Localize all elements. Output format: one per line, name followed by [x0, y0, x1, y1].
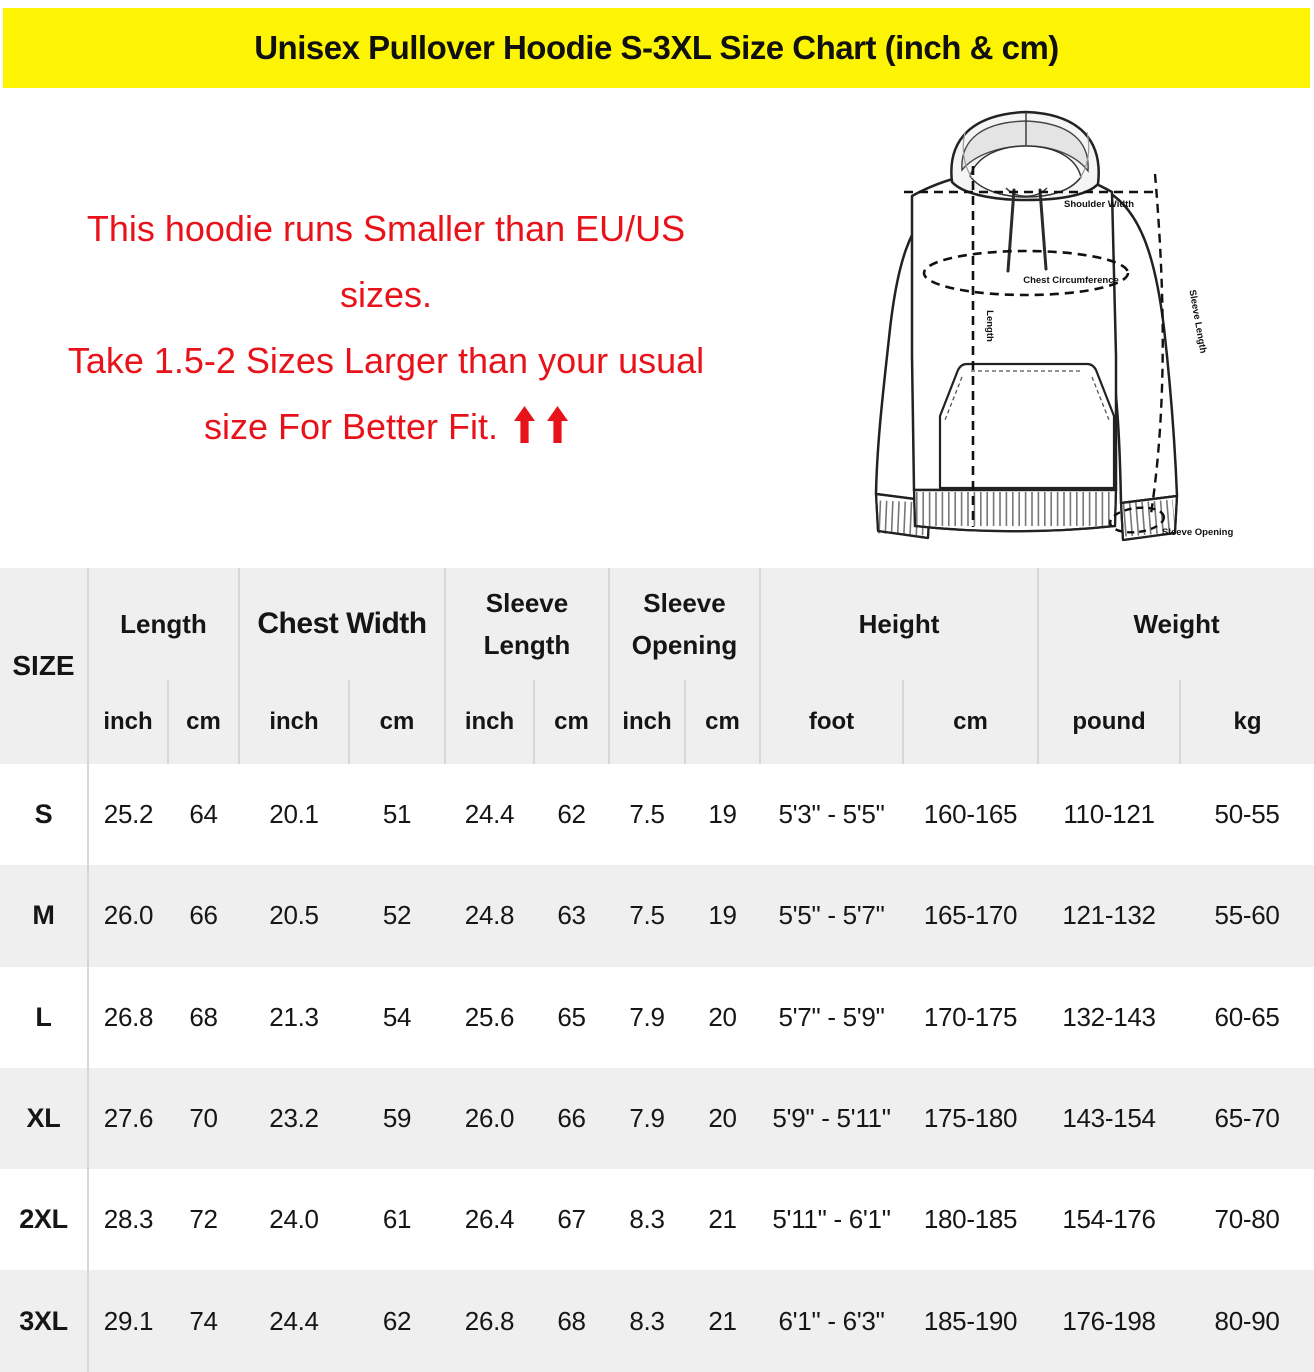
- sizing-notice: [0, 196, 772, 460]
- value-cell: 6'1" - 6'3": [778, 1305, 885, 1336]
- sub-header: inch: [88, 680, 168, 764]
- sub-header: cm: [168, 680, 239, 764]
- value-cell: 24.4: [269, 1305, 319, 1336]
- value-cell: 24.4: [464, 799, 515, 830]
- value-cell: 8.3: [629, 1305, 665, 1336]
- value-cell: 26.0: [464, 1103, 515, 1134]
- length-label: Length: [984, 310, 995, 342]
- sub-header: inch: [445, 680, 534, 764]
- value-cell: 27.6: [88, 1068, 168, 1169]
- size-cell: 2XL: [19, 1204, 68, 1235]
- value-cell: 52: [382, 900, 412, 931]
- group-header-height: Height: [760, 568, 1038, 680]
- size-cell: L: [35, 1001, 52, 1032]
- value-cell: 54: [382, 1001, 412, 1032]
- value-cell: 70: [189, 1103, 218, 1134]
- size-cell: 3XL: [19, 1305, 68, 1336]
- notice-line-2: sizes.: [339, 274, 433, 315]
- value-cell: 176-198: [1062, 1305, 1156, 1336]
- title-banner: [3, 8, 1310, 88]
- value-cell: 20: [708, 1001, 737, 1032]
- table-row: [0, 967, 1314, 1068]
- value-cell: 26.4: [464, 1204, 515, 1235]
- group-header-length: Length: [88, 568, 239, 680]
- value-cell: 180-185: [923, 1204, 1018, 1235]
- sub-header: pound: [1038, 680, 1180, 764]
- value-cell: 65: [557, 1001, 586, 1032]
- value-cell: 59: [382, 1103, 412, 1134]
- sub-header: foot: [760, 680, 903, 764]
- value-cell: 121-132: [1062, 900, 1156, 931]
- shoulder-width-label: Shoulder Width: [1064, 199, 1135, 210]
- group-header-sleeve-opening: Sleeve Opening: [609, 568, 760, 680]
- value-cell: 63: [557, 900, 586, 931]
- value-cell: 24.8: [464, 900, 515, 931]
- value-cell: 8.3: [629, 1204, 665, 1235]
- group-header-chest-width: Chest Width: [239, 568, 445, 680]
- value-cell: 29.1: [88, 1270, 168, 1371]
- chest-circumference-label: Chest Circumference: [1023, 275, 1119, 286]
- value-cell: 62: [382, 1305, 412, 1336]
- sub-header: inch: [239, 680, 349, 764]
- value-cell: 21.3: [269, 1001, 319, 1032]
- value-cell: 50-55: [1214, 799, 1280, 830]
- value-cell: 66: [189, 900, 218, 931]
- sub-header: cm: [349, 680, 445, 764]
- value-cell: 175-180: [923, 1103, 1018, 1134]
- value-cell: 19: [708, 900, 737, 931]
- value-cell: 154-176: [1062, 1204, 1156, 1235]
- up-arrow-icon: [514, 406, 535, 443]
- size-table: [0, 568, 1314, 1372]
- value-cell: 68: [557, 1305, 586, 1336]
- sub-header: cm: [685, 680, 760, 764]
- value-cell: 70-80: [1214, 1204, 1280, 1235]
- sub-header: cm: [903, 680, 1038, 764]
- value-cell: 62: [557, 799, 586, 830]
- value-cell: 68: [189, 1001, 218, 1032]
- table-row: [0, 1169, 1314, 1270]
- table-row: [0, 764, 1314, 865]
- value-cell: 170-175: [923, 1001, 1018, 1032]
- value-cell: 185-190: [923, 1305, 1018, 1336]
- sleeve-opening-label: Sleeve Opening: [1162, 527, 1234, 538]
- value-cell: 51: [382, 799, 412, 830]
- value-cell: 21: [708, 1204, 737, 1235]
- group-header-sleeve-length: Sleeve Length: [445, 568, 609, 680]
- table-row: [0, 1270, 1314, 1371]
- value-cell: 20: [708, 1103, 737, 1134]
- value-cell: 60-65: [1214, 1001, 1280, 1032]
- page-title: Unisex Pullover Hoodie S-3XL Size Chart (inch & cm): [254, 29, 1059, 66]
- sub-header: inch: [609, 680, 685, 764]
- value-cell: 165-170: [923, 900, 1018, 931]
- value-cell: 64: [189, 799, 218, 830]
- value-cell: 20.1: [269, 799, 319, 830]
- value-cell: 61: [382, 1204, 412, 1235]
- table-body: [0, 764, 1314, 1372]
- size-column-header: SIZE: [0, 568, 88, 764]
- value-cell: 67: [557, 1204, 586, 1235]
- value-cell: 19: [708, 799, 737, 830]
- value-cell: 132-143: [1062, 1001, 1156, 1032]
- value-cell: 24.0: [269, 1204, 319, 1235]
- value-cell: 26.8: [464, 1305, 515, 1336]
- value-cell: 21: [708, 1305, 737, 1336]
- value-cell: 143-154: [1062, 1103, 1156, 1134]
- value-cell: 72: [189, 1204, 218, 1235]
- hoodie-diagram: [850, 100, 1314, 560]
- value-cell: 7.5: [629, 900, 665, 931]
- table-row: [0, 1068, 1314, 1169]
- value-cell: 5'5" - 5'7": [778, 900, 885, 931]
- notice-line-1: This hoodie runs Smaller than EU/US: [86, 208, 686, 249]
- value-cell: 26.0: [88, 865, 168, 966]
- value-cell: 28.3: [88, 1169, 168, 1270]
- value-cell: 5'3" - 5'5": [778, 799, 885, 830]
- notice-line-3: Take 1.5-2 Sizes Larger than your usual: [67, 340, 705, 381]
- value-cell: 55-60: [1214, 900, 1280, 931]
- notice-line-4-text: size For Better Fit.: [203, 406, 499, 447]
- group-header-weight: Weight: [1038, 568, 1314, 680]
- value-cell: 25.2: [88, 764, 168, 865]
- value-cell: 7.9: [629, 1001, 665, 1032]
- value-cell: 5'7" - 5'9": [778, 1001, 885, 1032]
- value-cell: 66: [557, 1103, 586, 1134]
- size-cell: M: [32, 900, 55, 931]
- value-cell: 160-165: [923, 799, 1018, 830]
- value-cell: 7.5: [629, 799, 665, 830]
- up-arrow-icon: [547, 406, 568, 443]
- size-cell: XL: [26, 1103, 61, 1134]
- value-cell: 20.5: [269, 900, 319, 931]
- table-row: [0, 865, 1314, 966]
- value-cell: 26.8: [88, 967, 168, 1068]
- sub-header: kg: [1180, 680, 1314, 764]
- value-cell: 80-90: [1214, 1305, 1280, 1336]
- hoodie-illustration: [850, 100, 1314, 560]
- value-cell: 7.9: [629, 1103, 665, 1134]
- value-cell: 23.2: [269, 1103, 319, 1134]
- sub-header: cm: [534, 680, 609, 764]
- notice-line-4: [0, 394, 772, 460]
- value-cell: 65-70: [1214, 1103, 1280, 1134]
- sleeve-length-label: Sleeve Length: [1186, 288, 1209, 355]
- value-cell: 110-121: [1063, 799, 1155, 830]
- value-cell: 25.6: [464, 1001, 515, 1032]
- value-cell: 5'9" - 5'11": [772, 1103, 891, 1134]
- size-cell: S: [34, 799, 53, 830]
- value-cell: 74: [189, 1305, 218, 1336]
- value-cell: 5'11" - 6'1": [772, 1204, 891, 1235]
